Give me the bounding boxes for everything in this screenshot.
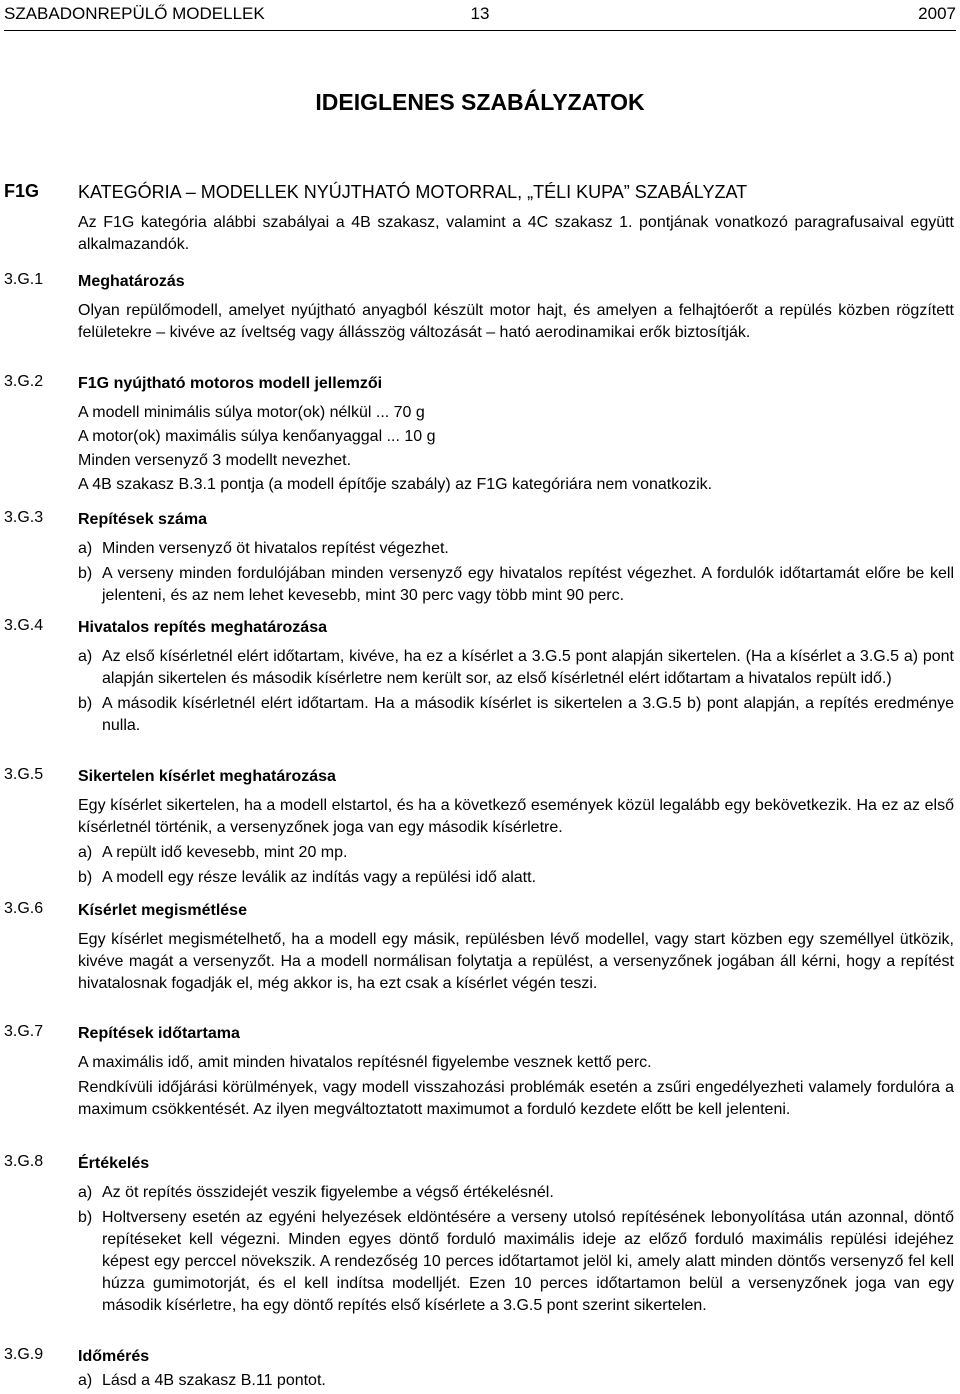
list-item-text: Az első kísérletnél elért időtartam, kivéve, ha ez a kísérlet a 3.G.5 pont alapján sikertelen. (Ha a kísérlet a 3.G.5 a) pont alapján sikertelen és második kísérletre nem került sor, az első kísérletnél elért időtartam a hivatalos repült idő.) xyxy=(102,648,954,687)
list-item xyxy=(78,646,954,690)
list-item-text: A repült idő kevesebb, mint 20 mp. xyxy=(102,844,348,861)
category-block xyxy=(4,181,954,256)
section-number: 3.G.9 xyxy=(4,1346,44,1363)
section-heading: Hivatalos repítés meghatározása xyxy=(78,619,327,636)
section-number: 3.G.6 xyxy=(4,900,44,917)
spec-line: A 4B szakasz B.3.1 pontja (a modell építője szabály) az F1G kategóriára nem vonatkozik. xyxy=(78,476,713,493)
section-heading: Időmérés xyxy=(78,1348,150,1365)
list-item xyxy=(78,842,954,864)
page-title: IDEIGLENES SZABÁLYZATOK xyxy=(315,89,645,115)
section-3g5 xyxy=(4,766,954,889)
list-item-label: b) xyxy=(78,695,93,712)
section-number: 3.G.4 xyxy=(4,617,44,634)
section-3g4 xyxy=(4,617,954,737)
list-item-text: A modell egy része leválik az indítás vagy a repülési idő alatt. xyxy=(102,869,537,886)
section-number: 3.G.5 xyxy=(4,766,44,783)
category-heading: KATEGÓRIA – MODELLEK NYÚJTHATÓ MOTORRAL, „TÉLI KUPA” SZABÁLYZAT xyxy=(78,182,748,202)
category-code: F1G xyxy=(4,181,40,201)
section-heading: Értékelés xyxy=(78,1155,150,1172)
list-item xyxy=(78,1207,954,1317)
section-paragraph: A maximális idő, amit minden hivatalos repítésnél figyelembe vesznek kettő perc. xyxy=(78,1054,652,1071)
header-page-number: 13 xyxy=(470,4,490,23)
category-intro: Az F1G kategória alábbi szabályai a 4B szakasz, valamint a 4C szakasz 1. pontjának vonatkozó paragrafusaival együtt alkalmazandók. xyxy=(78,214,954,253)
section-heading: Sikertelen kísérlet meghatározása xyxy=(78,768,336,785)
list-item xyxy=(78,538,954,560)
list-item-text: A verseny minden fordulójában minden versenyző egy hivatalos repítést végezhet. A fordulók időtartamát előre be kell jelenteni, és az nem lehet kevesebb, mint 30 perc vagy több mint 90 perc. xyxy=(102,565,954,604)
section-3g2 xyxy=(4,373,954,496)
list-item-label: b) xyxy=(78,565,93,582)
section-3g6 xyxy=(4,900,954,995)
section-paragraph: Egy kísérlet megismételhető, ha a modell egy másik, repülésben lévő modellel, vagy start közben egy személlyel ütközik, kivéve magát a versenyzőt. Ha a modell normálisan folytatja a repülést, a versenyzőnek jogában áll kérni, hogy a repítést hivatalosnak fogadják el, még akkor is, ha ezt csak a kísérlet végén teszi. xyxy=(78,931,954,992)
section-number: 3.G.8 xyxy=(4,1153,44,1170)
section-3g9 xyxy=(4,1346,954,1392)
list-item-text: Minden versenyző öt hivatalos repítést végezhet. xyxy=(102,540,449,557)
section-3g7 xyxy=(4,1023,954,1121)
list-item-text: Az öt repítés összidejét veszik figyelembe a végső értékelésnél. xyxy=(102,1184,554,1201)
list-item-label: a) xyxy=(78,648,93,665)
section-heading: Kísérlet megismétlése xyxy=(78,902,247,919)
section-paragraph: Rendkívüli időjárási körülmények, vagy modell visszahozási problémák esetén a zsűri engedélyezheti valamely fordulóra a maximum csökkentését. Az ilyen megváltoztatott maximumot a forduló kezdete előtt be kell jelenteni. xyxy=(78,1079,954,1118)
list-item-label: a) xyxy=(78,844,93,861)
section-3g1 xyxy=(4,271,954,344)
section-3g3 xyxy=(4,509,954,607)
section-paragraph: Olyan repülőmodell, amelyet nyújtható anyagból készült motor hajt, és amelyen a felhajtóerőt a repülés közben rögzített felületekre – kivéve az íveltség vagy állásszög változását – ható aerodinamikai erők biztosítják. xyxy=(78,302,954,341)
list-item-text: A második kísérletnél elért időtartam. Ha a második kísérlet is sikertelen a 3.G.5 b) pont alapján, a repítés eredménye nulla. xyxy=(102,695,954,734)
section-number: 3.G.7 xyxy=(4,1023,44,1040)
list-item-label: a) xyxy=(78,540,93,557)
section-heading: F1G nyújtható motoros modell jellemzői xyxy=(78,375,383,392)
section-paragraph: Egy kísérlet sikertelen, ha a modell elstartol, és ha a következő események közül legalább egy bekövetkezik. Ha ez az első kísérletnél történik, a versenyzőnek joga van egy második kísérletre. xyxy=(78,797,954,836)
spec-line: A modell minimális súlya motor(ok) nélkül ... 70 g xyxy=(78,404,425,421)
header-publication: SZABADONREPÜLŐ MODELLEK xyxy=(4,4,265,23)
list-item-text: Lásd a 4B szakasz B.11 pontot. xyxy=(102,1372,326,1389)
list-item xyxy=(78,693,954,737)
list-item xyxy=(78,1370,954,1392)
header-year: 2007 xyxy=(918,4,956,23)
list-item-text: Holtverseny esetén az egyéni helyezések eldöntésére a verseny utolsó repítésének lebonyolítása után azonnal, döntő repítéseket kell végezni. Minden egyes döntő forduló maximális ideje az előző forduló maximális repülési idejéhez képest egy perccel növekszik. A rendezőség 10 perces időtartamot jelöl ki, amely alatt minden döntős versenyző fel kell húzza gumimotorját, és el kell indítsa modelljét. Ezen 10 perces időtartamon belül a versenyzőnek joga van egy második kísérletre, ha egy döntő repítés első kísérlete a 3.G.5 pont szerint sikertelen. xyxy=(102,1209,954,1314)
section-number: 3.G.2 xyxy=(4,373,44,390)
list-item-label: a) xyxy=(78,1184,93,1201)
spec-line: Minden versenyző 3 modellt nevezhet. xyxy=(78,452,352,469)
section-3g8 xyxy=(4,1153,954,1317)
list-item-label: a) xyxy=(78,1372,93,1389)
list-item-label: b) xyxy=(78,1209,93,1226)
section-number: 3.G.3 xyxy=(4,509,44,526)
list-item xyxy=(78,563,954,607)
spec-line: A motor(ok) maximális súlya kenőanyaggal ... 10 g xyxy=(78,428,436,445)
list-item xyxy=(78,1182,954,1204)
section-heading: Repítések időtartama xyxy=(78,1025,240,1042)
section-heading: Meghatározás xyxy=(78,273,185,290)
list-item-label: b) xyxy=(78,869,93,886)
section-heading: Repítések száma xyxy=(78,511,207,528)
section-number: 3.G.1 xyxy=(4,271,44,288)
running-header xyxy=(4,0,956,31)
list-item xyxy=(78,867,954,889)
